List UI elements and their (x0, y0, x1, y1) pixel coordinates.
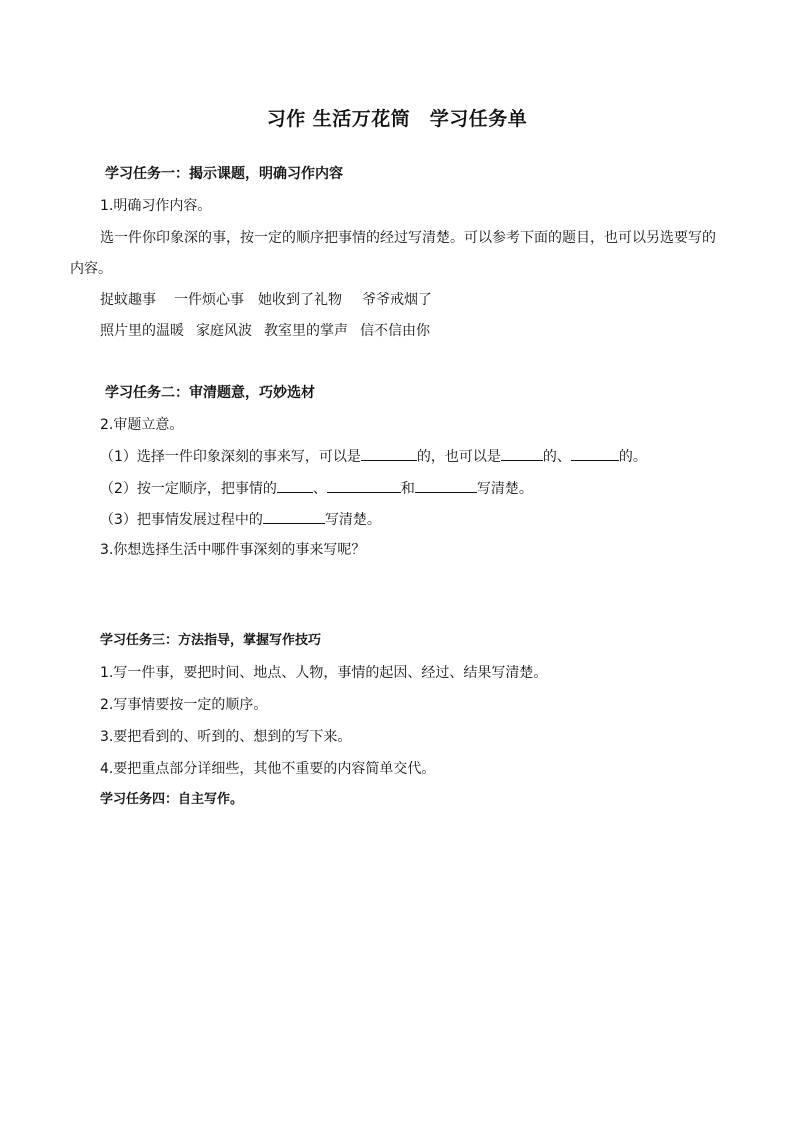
question-text: 的。 (618, 449, 647, 465)
task1-heading: 学习任务一：揭示课题，明确习作内容 (105, 166, 343, 182)
topic-item: 爷爷戒烟了 (362, 292, 432, 308)
task3-list-item: 3.要把看到的、听到的、想到的写下来。 (100, 729, 352, 745)
task3-heading: 学习任务三：方法指导，掌握写作技巧 (100, 633, 322, 648)
topic-item: 照片里的温暖 (100, 323, 184, 339)
fill-question-2 (100, 478, 533, 499)
question-text: 和 (400, 481, 415, 497)
task1-paragraph-line2: 内容。 (70, 261, 112, 277)
answer-blank[interactable] (415, 478, 477, 493)
question-text: 写清楚。 (324, 512, 381, 528)
task3-list-item: 4.要把重点部分详细些，其他不重要的内容简单交代。 (100, 761, 436, 777)
answer-blank[interactable] (263, 509, 325, 524)
task2-item2: 2.审题立意。 (100, 417, 184, 433)
answer-blank[interactable] (277, 478, 313, 493)
topic-list-row1 (100, 290, 432, 310)
page-title: 习作 生活万花筒 学习任务单 (266, 108, 528, 130)
answer-blank[interactable] (361, 446, 417, 461)
question-text: （2）按一定顺序，把事情的 (100, 481, 277, 497)
task3-list-item: 1.写一件事，要把时间、地点、人物，事情的起因、经过、结果写清楚。 (100, 665, 548, 681)
task4-heading: 学习任务四：自主写作。 (100, 792, 244, 807)
task2-item3: 3.你想选择生活中哪件事深刻的事来写呢？ (100, 542, 366, 558)
fill-question-3 (100, 509, 381, 530)
question-text: （3）把事情发展过程中的 (100, 512, 263, 528)
answer-blank[interactable] (571, 446, 619, 461)
question-text: 、 (312, 481, 327, 497)
answer-blank[interactable] (501, 446, 543, 461)
fill-question-1 (100, 446, 647, 467)
question-text: 的，也可以是 (416, 449, 501, 465)
question-text: 的、 (542, 449, 571, 465)
task1-item1: 1.明确习作内容。 (100, 198, 212, 214)
topic-item: 信不信由你 (360, 323, 430, 339)
topic-list-row2 (100, 321, 430, 341)
question-text: 写清楚。 (476, 481, 533, 497)
question-text: （1）选择一件印象深刻的事来写，可以是 (100, 449, 361, 465)
topic-item: 教室里的掌声 (264, 323, 348, 339)
task1-paragraph-line1: 选一件你印象深的事，按一定的顺序把事情的经过写清楚。可以参考下面的题目，也可以另选要写的 (100, 230, 716, 246)
topic-item: 捉蚊趣事 (100, 292, 156, 308)
topic-item: 她收到了礼物 (258, 292, 342, 308)
topic-item: 一件烦心事 (174, 292, 244, 308)
answer-blank[interactable] (327, 478, 401, 493)
task3-list-item: 2.写事情要按一定的顺序。 (100, 697, 268, 713)
topic-item: 家庭风波 (196, 323, 252, 339)
task2-heading: 学习任务二：审清题意，巧妙选材 (105, 385, 315, 401)
